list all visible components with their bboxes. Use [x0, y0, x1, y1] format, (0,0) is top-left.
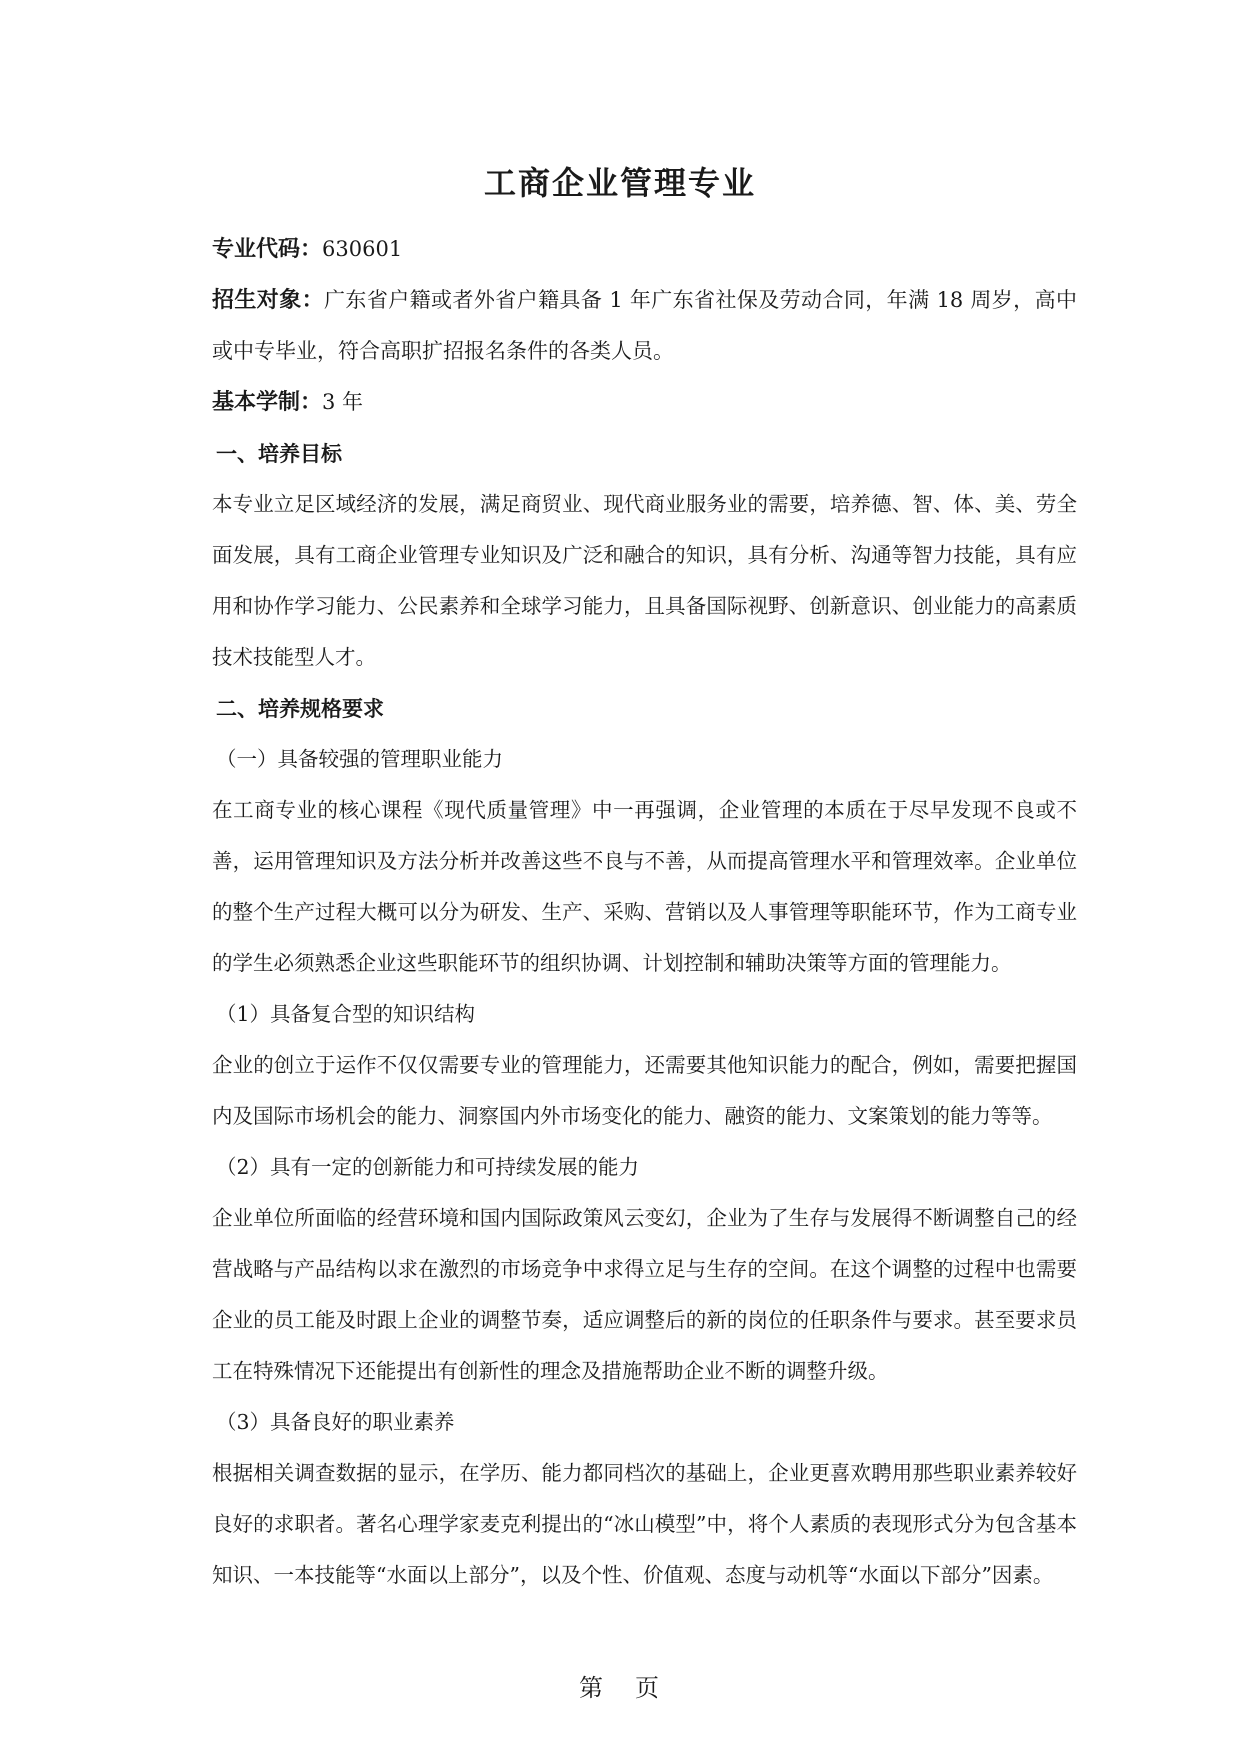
page-title: 工商企业管理专业	[483, 164, 756, 202]
document-body	[212, 224, 1077, 1601]
enrollment-target-label: 招生对象：	[212, 287, 325, 313]
subsection-heading-management: （一）具备较强的管理职业能力	[216, 747, 503, 771]
page-footer	[0, 1668, 1240, 1703]
major-code-line	[212, 224, 1077, 275]
duration-label: 基本学制：	[212, 389, 323, 415]
major-code-label: 专业代码：	[212, 236, 323, 262]
footer-left-text: 第	[579, 1674, 605, 1702]
footer-right-text: 页	[635, 1674, 661, 1702]
major-code-value: 630601	[322, 237, 403, 261]
enrollment-target-line	[212, 275, 1077, 377]
enrollment-target-value: 广东省户籍或者外省户籍具备 1 年广东省社保及劳动合同，年满 18 周岁，高中或中专毕业，符合高职扩招报名条件的各类人员。	[212, 288, 1077, 363]
item-body-innovation: 企业单位所面临的经营环境和国内国际政策风云变幻，企业为了生存与发展得不断调整自己的经营战略与产品结构以求在激烈的市场竞争中求得立足与生存的空间。在这个调整的过程中也需要企业的员工能及时跟上企业的调整节奏，适应调整后的新的岗位的任职条件与要求。甚至要求员工在特殊情况下还能提出有创新性的理念及措施帮助企业不断的调整升级。	[212, 1206, 1077, 1383]
duration-value: 3 年	[322, 390, 364, 414]
subsection-body-management: 在工商专业的核心课程《现代质量管理》中一再强调，企业管理的本质在于尽早发现不良或不善，运用管理知识及方法分析并改善这些不良与不善，从而提高管理水平和管理效率。企业单位的整个生产过程大概可以分为研发、生产、采购、营销以及人事管理等职能环节，作为工商专业的学生必须熟悉企业这些职能环节的组织协调、计划控制和辅助决策等方面的管理能力。	[212, 798, 1077, 975]
item-heading-professionalism: （3）具备良好的职业素养	[216, 1410, 455, 1434]
item-heading-innovation: （2）具有一定的创新能力和可持续发展的能力	[216, 1155, 640, 1179]
item-body-knowledge: 企业的创立于运作不仅仅需要专业的管理能力，还需要其他知识能力的配合，例如，需要把握国内及国际市场机会的能力、洞察国内外市场变化的能力、融资的能力、文案策划的能力等等。	[212, 1053, 1077, 1128]
section-heading-requirements: 二、培养规格要求	[216, 696, 384, 721]
item-body-professionalism: 根据相关调查数据的显示，在学历、能力都同档次的基础上，企业更喜欢聘用那些职业素养较好良好的求职者。著名心理学家麦克利提出的“冰山模型”中，将个人素质的表现形式分为包含基本知识、一本技能等“水面以上部分”，以及个性、价值观、态度与动机等“水面以下部分”因素。	[212, 1461, 1077, 1587]
item-heading-knowledge: （1）具备复合型的知识结构	[216, 1002, 476, 1026]
section-body-objectives: 本专业立足区域经济的发展，满足商贸业、现代商业服务业的需要，培养德、智、体、美、劳全面发展，具有工商企业管理专业知识及广泛和融合的知识，具有分析、沟通等智力技能，具有应用和协作学习能力、公民素养和全球学习能力，且具备国际视野、创新意识、创业能力的高素质技术技能型人才。	[212, 492, 1077, 669]
section-heading-objectives: 一、培养目标	[216, 441, 342, 466]
duration-line	[212, 377, 1077, 428]
